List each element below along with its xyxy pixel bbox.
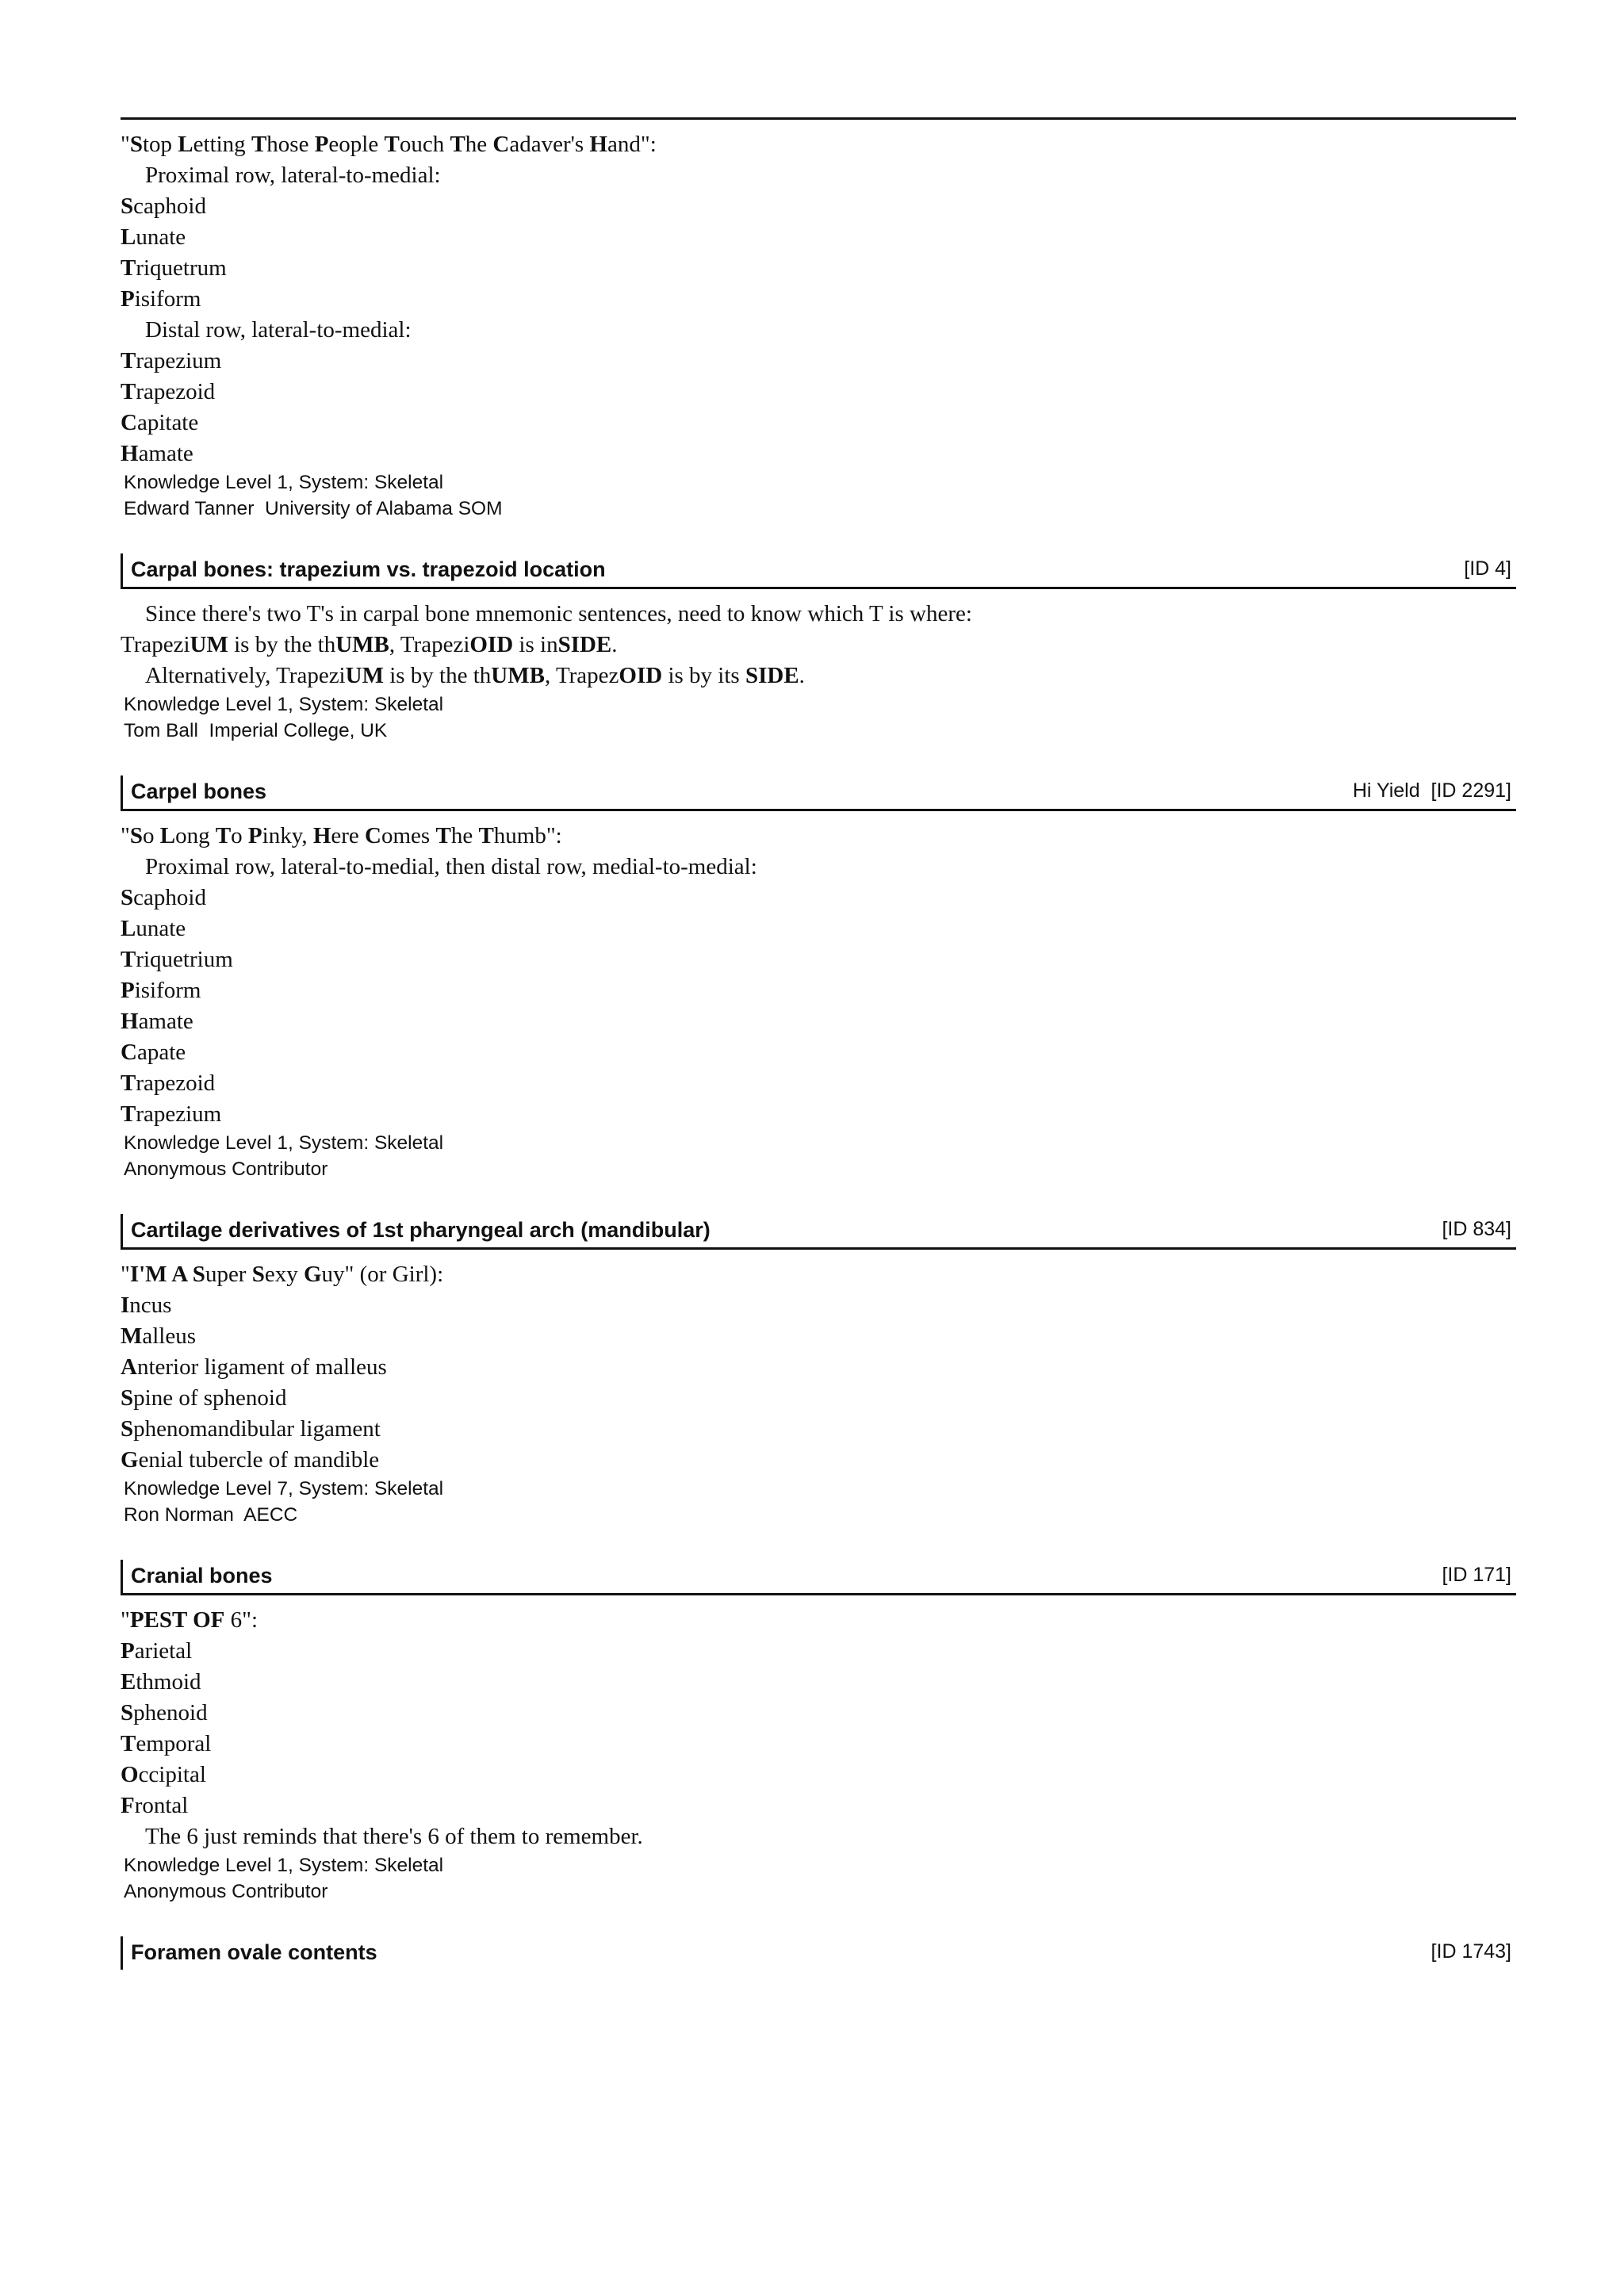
entry-title: Carpal bones: trapezium vs. trapezoid location (131, 557, 606, 581)
mnemonic-line: Pisiform (121, 978, 201, 1003)
entry-header (121, 1560, 1516, 1595)
mnemonic-line: Sphenoid (121, 1700, 208, 1725)
mnemonic-line: "Stop Letting Those People Touch The Cadaver's Hand": (121, 132, 657, 157)
entry-id: [ID 834] (1442, 1218, 1511, 1240)
entry-header (121, 553, 1516, 589)
mnemonic-entry (121, 553, 1516, 744)
mnemonic-line: Hamate (121, 441, 193, 466)
mnemonic-line: Since there's two T's in carpal bone mnemonic sentences, need to know which T is where: (145, 601, 972, 626)
contributor: Ron Norman AECC (124, 1504, 298, 1526)
mnemonic-line: Proximal row, lateral-to-medial, then distal row, medial-to-medial: (145, 854, 757, 879)
mnemonic-line: Triquetrum (121, 255, 227, 281)
mnemonic-line: Anterior ligament of malleus (121, 1354, 387, 1380)
mnemonic-line: Pisiform (121, 286, 201, 312)
mnemonic-entry (121, 776, 1516, 1182)
entry-title: Carpel bones (131, 779, 267, 803)
contributor: Anonymous Contributor (124, 1158, 328, 1180)
knowledge-level: Knowledge Level 7, System: Skeletal (124, 1478, 444, 1499)
mnemonic-line: The 6 just reminds that there's 6 of them to remember. (145, 1824, 643, 1849)
mnemonic-line: Lunate (121, 916, 186, 941)
mnemonic-line: Spine of sphenoid (121, 1385, 287, 1411)
mnemonic-line: Distal row, lateral-to-medial: (145, 317, 412, 343)
mnemonic-line: Occipital (121, 1762, 206, 1787)
entry-spacer (121, 1905, 1516, 1936)
knowledge-level: Knowledge Level 1, System: Skeletal (124, 1855, 444, 1876)
mnemonic-line: Parietal (121, 1638, 193, 1664)
mnemonic-line: TrapeziUM is by the thUMB, TrapeziOID is inSIDE. (121, 632, 618, 657)
mnemonic-line: "I'M A Super Sexy Guy" (or Girl): (121, 1262, 444, 1287)
mnemonic-line: Trapezium (121, 1101, 222, 1127)
entry-header (121, 776, 1516, 811)
entry-spacer (121, 744, 1516, 776)
entry-header (121, 1936, 1516, 1970)
document-page (121, 117, 1516, 1979)
entry-title: Foramen ovale contents (131, 1940, 377, 1964)
mnemonic-line: Ethmoid (121, 1669, 201, 1695)
mnemonic-entry (121, 129, 1516, 522)
entry-header (121, 1214, 1516, 1250)
mnemonic-entry (121, 1936, 1516, 1970)
entry-spacer (121, 522, 1516, 553)
mnemonic-line: Incus (121, 1293, 172, 1318)
mnemonic-line: "PEST OF 6": (121, 1607, 259, 1633)
entry-id: [ID 4] (1464, 557, 1511, 580)
mnemonic-line: Scaphoid (121, 193, 206, 219)
entry-spacer (121, 1528, 1516, 1560)
mnemonic-line: Triquetrium (121, 947, 233, 972)
entries-list (121, 129, 1516, 1970)
entry-title: Cartilage derivatives of 1st pharyngeal arch (mandibular) (131, 1218, 710, 1242)
contributor: Tom Ball Imperial College, UK (124, 720, 388, 741)
mnemonic-entry (121, 1214, 1516, 1528)
mnemonic-line: Genial tubercle of mandible (121, 1447, 380, 1473)
mnemonic-line: Proximal row, lateral-to-medial: (145, 163, 441, 188)
knowledge-level: Knowledge Level 1, System: Skeletal (124, 472, 444, 493)
mnemonic-line: Trapezoid (121, 1070, 216, 1096)
knowledge-level: Knowledge Level 1, System: Skeletal (124, 694, 444, 715)
contributor: Edward Tanner University of Alabama SOM (124, 498, 503, 519)
mnemonic-line: Sphenomandibular ligament (121, 1416, 381, 1442)
mnemonic-line: Temporal (121, 1731, 212, 1756)
mnemonic-line: Alternatively, TrapeziUM is by the thUMB, TrapezOID is by its SIDE. (145, 663, 805, 688)
mnemonic-line: Frontal (121, 1793, 189, 1818)
entry-title: Cranial bones (131, 1564, 273, 1587)
mnemonic-line: Capate (121, 1040, 186, 1065)
mnemonic-line: Scaphoid (121, 885, 206, 910)
mnemonic-line: Hamate (121, 1009, 193, 1034)
entry-id: Hi Yield [ID 2291] (1352, 779, 1511, 802)
mnemonic-line: Malleus (121, 1323, 197, 1349)
knowledge-level: Knowledge Level 1, System: Skeletal (124, 1132, 444, 1154)
contributor: Anonymous Contributor (124, 1881, 328, 1902)
entry-id: [ID 171] (1442, 1564, 1511, 1586)
mnemonic-line: Capitate (121, 410, 199, 435)
mnemonic-line: Trapezoid (121, 379, 216, 404)
entry-id: [ID 1743] (1431, 1940, 1511, 1963)
mnemonic-line: Trapezium (121, 348, 222, 373)
mnemonic-line: Lunate (121, 224, 186, 250)
mnemonic-entry (121, 1560, 1516, 1905)
entry-spacer (121, 1182, 1516, 1214)
top-rule (121, 117, 1516, 120)
mnemonic-line: "So Long To Pinky, Here Comes The Thumb": (121, 823, 562, 848)
